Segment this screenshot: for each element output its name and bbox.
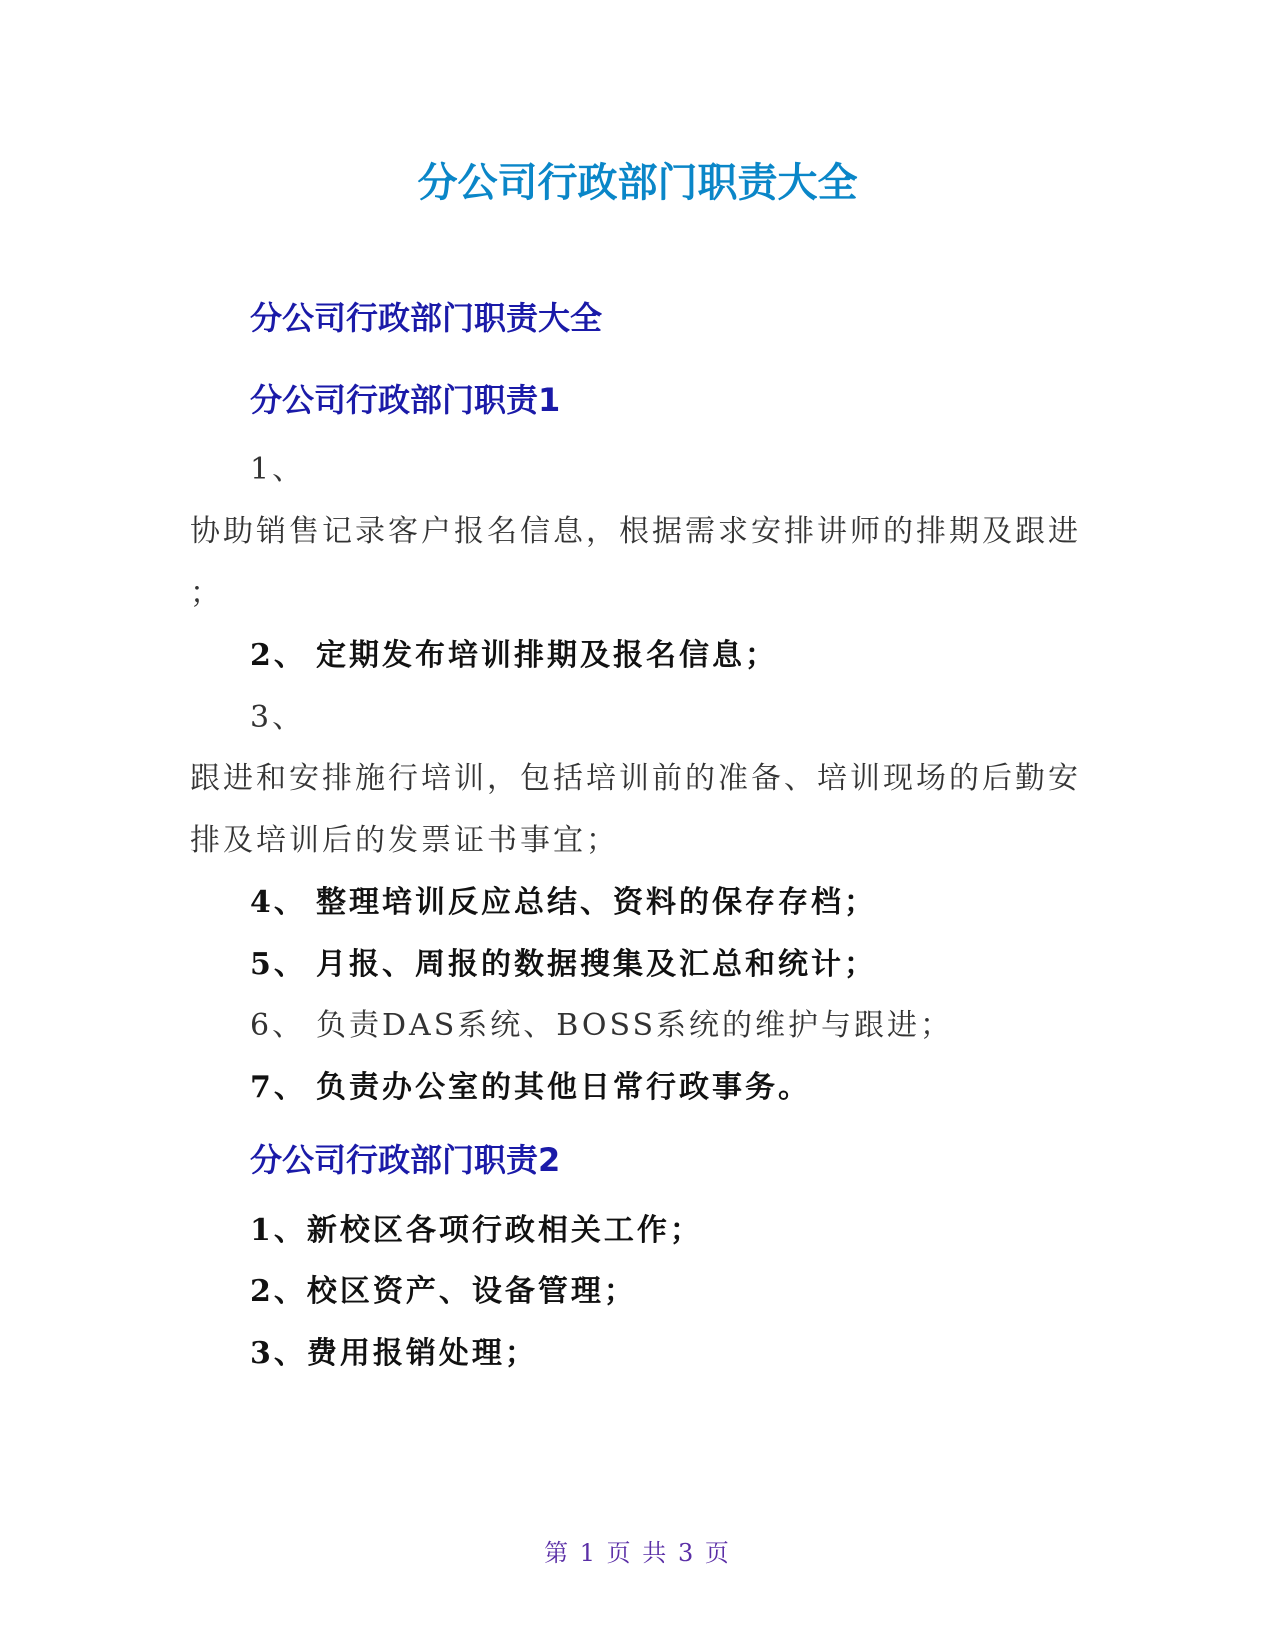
s1-item-2-number: 2、 [250, 638, 307, 673]
s1-item-7-text: 负责办公室的其他日常行政事务。 [316, 1070, 811, 1105]
s1-item-3-number: 3、 [250, 700, 306, 735]
s1-item-7 [250, 1066, 811, 1110]
s1-item-6 [250, 1004, 953, 1048]
s1-item-4-number: 4、 [250, 885, 307, 920]
s1-item-7-number: 7、 [250, 1070, 307, 1105]
s1-item-5-text: 月报、周报的数据搜集及汇总和统计； [316, 947, 877, 982]
s1-item-1-text: 协助销售记录客户报名信息，根据需求安排讲师的排期及跟进 [190, 514, 1081, 549]
document-subtitle: 分公司行政部门职责大全 [250, 299, 603, 337]
s1-item-4-text: 整理培训反应总结、资料的保存存档； [316, 885, 877, 920]
s1-item-5 [250, 943, 877, 987]
s1-item-3-text-continued: 排及培训后的发票证书事宜； [190, 823, 619, 858]
s1-item-4 [250, 881, 877, 925]
s2-item-3: 3、费用报销处理； [250, 1336, 538, 1371]
s1-item-2-text: 定期发布培训排期及报名信息； [316, 638, 778, 673]
s1-item-6-number: 6、 [250, 1008, 306, 1043]
s1-item-1-number: 1、 [250, 452, 306, 487]
s1-item-3-text: 跟进和安排施行培训，包括培训前的准备、培训现场的后勤安 [190, 761, 1081, 796]
s2-item-1: 1、新校区各项行政相关工作； [250, 1213, 703, 1248]
section-1-heading: 分公司行政部门职责1 [250, 381, 561, 419]
section-2-heading: 分公司行政部门职责2 [250, 1141, 561, 1179]
s1-item-1-text-continued: ； [190, 576, 223, 611]
s1-item-6-text: 负责DAS系统、BOSS系统的维护与跟进； [316, 1008, 954, 1043]
page-footer: 第 1 页 共 3 页 [544, 1539, 731, 1567]
page-title: 分公司行政部门职责大全 [417, 160, 858, 206]
s1-item-2 [250, 634, 778, 678]
s1-item-5-number: 5、 [250, 947, 307, 982]
s2-item-2: 2、校区资产、设备管理； [250, 1274, 637, 1309]
